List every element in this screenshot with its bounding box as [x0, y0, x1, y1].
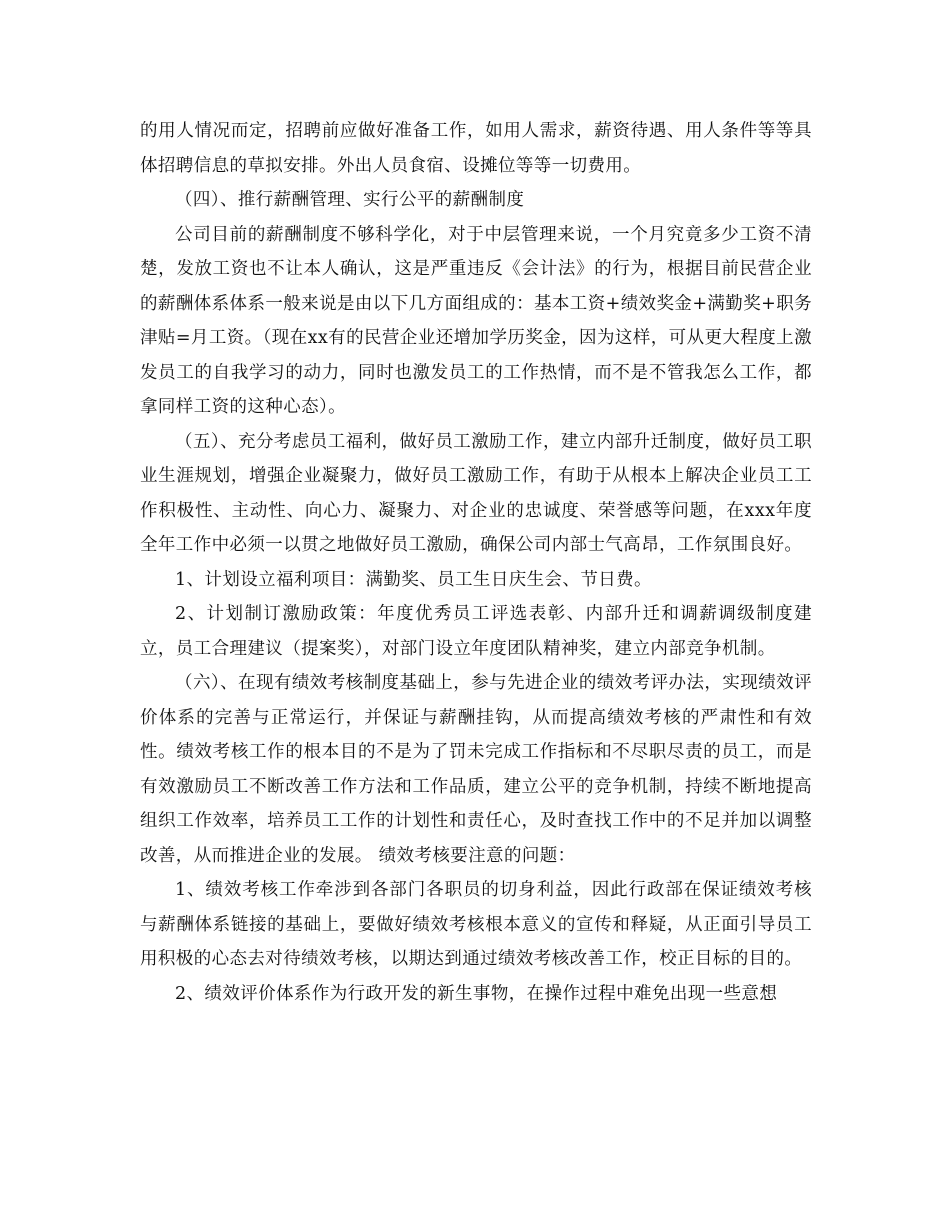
list-item-assessment-2: 2、绩效评价体系作为行政开发的新生事物，在操作过程中难免出现一些意想 — [175, 983, 778, 1004]
paragraph-salary-system: 公司目前的薪酬制度不够科学化，对于中层管理来说，一个月究竟多少工资不清楚，发放工资也不让本人确认，这是严重违反《会计法》的行为，根据目前民营企业的薪酬体系体系一般来说是由以下几方面组成的：基本工资+绩效奖金+满勤奖+职务津贴=月工资。（现在xx有的民营企业还增加学历奖金，因为这样，可从更大程度上激发员工的自我学习的动力，同时也激发员工的工作热情，而不是不管我怎么工作，都拿同样工资的这种心态）。 — [140, 224, 812, 417]
section-heading-6: （六）、在现有绩效考核制度基础上，参与先进企业的绩效考评办法，实现绩效评价体系的完善与正常运行，并保证与薪酬挂钩，从而提高绩效考核的严肃性和有效性。绩效考核工作的根本目的不是为了罚未完成工作指标和不尽职尽责的员工，而是有效激励员工不断改善工作方法和工作品质，建立公平的竞争机制，持续不断地提高组织工作效率，培养员工工作的计划性和责任心，及时查找工作中的不足并加以调整改善，从而推进企业的发展。 绩效考核要注意的问题： — [140, 673, 812, 866]
list-item-incentive: 2、计划制订激励政策：年度优秀员工评选表彰、内部升迁和调薪调级制度建立，员工合理建议（提案奖），对部门设立年度团队精神奖，建立内部竞争机制。 — [140, 604, 812, 659]
list-item-assessment-1: 1、绩效考核工作牵涉到各部门各职员的切身利益，因此行政部在保证绩效考核与薪酬体系链接的基础上，要做好绩效考核根本意义的宣传和释疑，从正面引导员工用积极的心态去对待绩效考核，以期达到通过绩效考核改善工作，校正目标的目的。 — [140, 880, 812, 969]
list-item-welfare: 1、计划设立福利项目：满勤奖、员工生日庆生会、节日费。 — [175, 569, 652, 590]
section-heading-4: （四）、推行薪酬管理、实行公平的薪酬制度 — [175, 190, 525, 210]
section-heading-5: （五）、充分考虑员工福利，做好员工激励工作，建立内部升迁制度，做好员工职业生涯规划，增强企业凝聚力，做好员工激励工作，有助于从根本上解决企业员工工作积极性、主动性、向心力、凝聚力、对企业的忠诚度、荣誉感等问题，在xxx年度全年工作中必须一以贯之地做好员工激励，确保公司内部士气高昂，工作氛围良好。 — [140, 431, 812, 555]
document-body — [140, 114, 812, 1011]
paragraph-recruitment-continued: 的用人情况而定，招聘前应做好准备工作，如用人需求，薪资待遇、用人条件等等具体招聘信息的草拟安排。外出人员食宿、设摊位等等一切费用。 — [140, 121, 812, 176]
